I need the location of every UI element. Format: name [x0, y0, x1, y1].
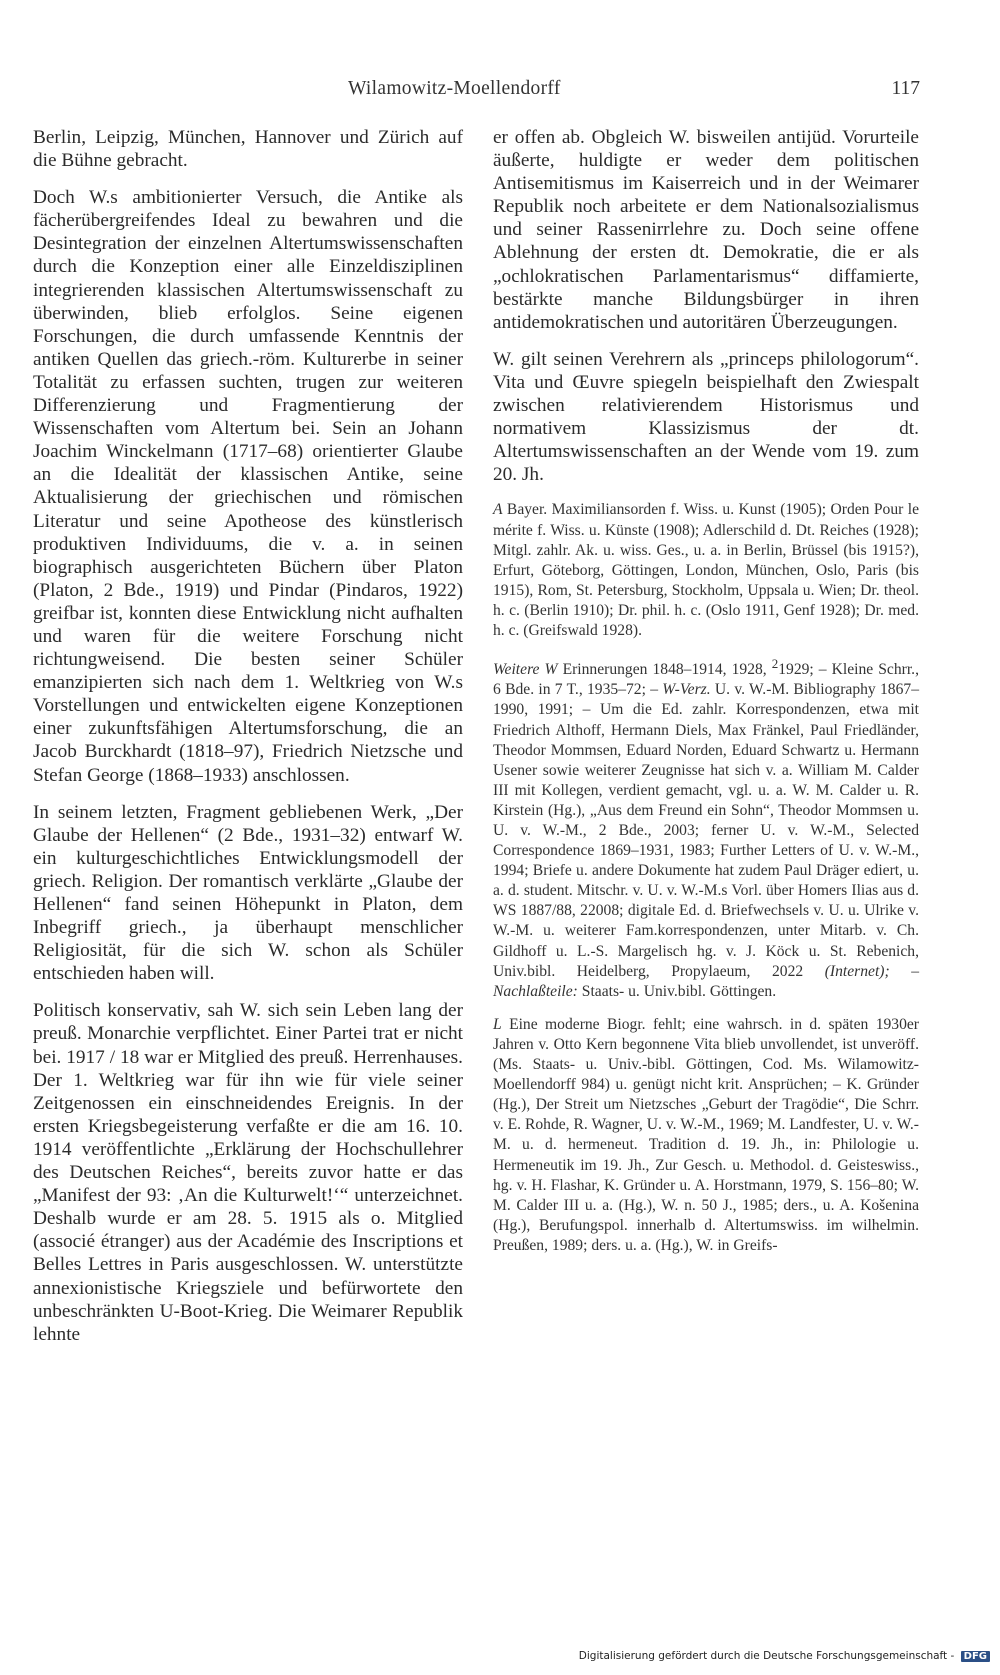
body-paragraph: Doch W.s ambitionierter Versuch, die Antike als fächerübergreifendes Ideal zu bewahren und die Desintegration der einzelnen Altertumswissenschaften durch die Konzeption einer alle Einzeldisziplinen integrierenden klassischen Altertumswissenschaft zu überwinden, blieb erfolglos. Seine eigenen Forschungen, die durch umfassende Kenntnis der antiken Quellen das griech.-röm. Kulturerbe in seiner Totalität zu erfassen suchten, trugen zur weiteren Differenzierung und Fragmentierung der Wissenschaften vom Altertum bei. Sein an Johann Joachim Winckelmann (1717–68) orientierter Glaube an die Idealität der klassischen Antike, seine Aktualisierung der griechischen und römischen Literatur und seine Apotheose des künstlerisch produktiven Individuums, die v. a. in seinen biographisch ausgerichteten Büchern über Platon (Platon, 2 Bde., 1919) und Pindar (Pindaros, 1922) greifbar ist, konnten diese Entwicklung nicht aufhalten und waren für die weitere Forschung nicht richtungweisend. Die besten seiner Schüler emanzipierten sich nach dem 1. Weltkrieg von W.s Vorstellungen und entwickelten eigene Konzeptionen einer zukunftsfähigen Altertumsforschung, die an Jacob Burckhardt (1818–97), Friedrich Nietzsche und Stefan George (1868–1933) anschlossen. [33, 187, 463, 786]
body-paragraph: In seinem letzten, Fragment gebliebenen Werk, „Der Glaube der Hellenen“ (2 Bde., 1931–32) entwarf W. ein kulturgeschichtliches Entwicklungsmodell der griech. Religion. Der romantisch verklärte „Glaube der Hellenen“ fand seinen Höhepunkt in Platon, dem Inbegriff griech., ja überhaupt menschlicher Religiosität, für die sich W. schon als Schüler entschieden haben will. [33, 801, 463, 985]
works-label: Weitere W [493, 661, 558, 679]
body-paragraph: Politisch konservativ, sah W. sich sein Leben lang der preuß. Monarchie verpflichtet. Einer Partei trat er nicht bei. 1917 / 18 war er Mitglied des preuß. Herrenhauses. Der 1. Weltkrieg war für ihn wie für viele seiner Zeitgenossen ein einschneidendes Ereignis. In der ersten Kriegsbegeisterung verfaßte er die am 16. 10. 1914 veröffentlichte „Erklärung der Hochschullehrer des Deutschen Reiches“, bereits zuvor hatte er das „Manifest der 93: ‚An die Kulturwelt!‘“ unterzeichnet. Deshalb wurde er am 28. 5. 1915 als o. Mitglied (associé étranger) aus der Académie des Inscriptions et Belles Lettres in Paris ausgeschlossen. W. unterstützte annexionistische Kriegsziele und befürwortete den unbeschränkten U-Boot-Krieg. Die Weimarer Republik lehnte [33, 1000, 463, 1345]
running-title: Wilamowitz-Moellendorff [348, 78, 561, 99]
awards-text: Bayer. Maximiliansorden f. Wiss. u. Kunst (1905); Orden Pour le mérite f. Wiss. u. Künste (1908); Adlerschild d. Dt. Reiches (1928); Mitgl. zahlr. Ak. u. wiss. Ges., u. a. in Berlin, Brüssel (bis 1915?), Erfurt, Göteborg, Göttingen, London, München, Oslo, Paris (bis 1915), Rom, St. Petersburg, Stockholm, Uppsala u. Wien; Dr. theol. h. c. (Berlin 1910); Dr. phil. h. c. (Oslo 1911, Genf 1928); Dr. med. h. c. (Greifswald 1928). [493, 501, 919, 639]
works-text: Erinnerungen 1848–1914, 1928, [557, 661, 772, 679]
left-column [33, 126, 463, 1360]
literature-text: Eine moderne Biogr. fehlt; eine wahrsch. in d. späten 1930er Jahren v. Otto Kern begonnene Vita blieb unvollendet, ist unveröff. (Ms. Staats- u. Univ.-bibl. Göttingen, Cod. Ms. Wilamowitz-Moellendorff 984) u. genügt nicht krit. Ansprüchen; – K. Gründer (Hg.), Der Streit um Nietzsches „Geburt der Tragödie“, Die Schrr. v. E. Rohde, R. Wagner, U. v. W.-M., 1969; M. Landfester, U. v. W.-M. u. d. hermeneut. Tradition d. 19. Jh., in: Philologie u. Hermeneutik im 19. Jh., Zur Gesch. u. Methodol. d. Geisteswiss., hg. v. H. Flashar, K. Gründer u. A. Horstmann, 1979, S. 156–80; W. M. Calder III u. a. (Hg.), W. n. 50 J., 1985; ders., u. A. Košenina (Hg.), Berufungspol. innerhalb d. Altertumswiss. im wilhelmin. Preußen, 1989; ders. u. a. (Hg.), W. in Greifs- [493, 1015, 919, 1254]
edition-superscript: 2 [771, 656, 779, 672]
dfg-logo: DFG [961, 1651, 990, 1662]
works-text: U. v. W.-M. Bibliography 1867–1990, 1991; – Um die Ed. zahlr. Korrespondenzen, etwa mit Friedrich Althoff, Hermann Diels, Max Fränkel, Paul Friedländer, Theodor Mommsen, Eduard Norden, Eduard Schwartz u. Hermann Usener sowie weiterer Zeugnisse hat sich v. a. William M. Calder III mit Kollegen, verdient gemacht, vgl. u. a. W. M. Calder u. R. Kirstein (Hg.), „Aus dem Freund ein Sohn“, Theodor Mommsen u. U. v. W.-M., 2 Bde., 2003; ferner U. v. W.-M., Selected Correspondence 1869–1931, 1983; Further Letters of U. v. W.-M., 1994; Briefe u. andere Dokumente hat zudem Paul Dräger ediert, u. a. d. student. Mitschr. v. U. v. W.-M.s Vorl. über Homers Ilias aus d. WS 1887/88, 22008; digitale Ed. d. Briefwechsels v. U. u. Ulrike v. W.-M. u. weiterer Fam.korrespondenzen, unter Mitarb. v. Ch. Gildhoff u. L.-S. Margelisch hg. v. J. Köck u. St. Rebenich, Univ.bibl. Heidelberg, Propylaeum, 2022 [493, 681, 919, 980]
literature-note [493, 1015, 919, 1256]
works-internet-label: (Internet); – Nachlaßteile: [493, 962, 919, 1000]
page-header [348, 78, 920, 108]
works-verz-label: W-Verz. [662, 681, 711, 699]
awards-note [493, 500, 919, 641]
literature-label: L [493, 1015, 502, 1033]
body-paragraph: Berlin, Leipzig, München, Hannover und Zürich auf die Bühne gebracht. [33, 127, 463, 172]
body-paragraph: W. gilt seinen Verehrern als „princeps philologorum“. Vita und Œuvre spiegeln beispielhaft den Zwiespalt zwischen relativierendem Historismus und normativem Klassizismus der dt. Altertumswissenschaften an der Wende vom 19. zum 20. Jh. [493, 348, 919, 486]
page-number: 117 [891, 78, 920, 99]
works-note [493, 654, 919, 1002]
footer-credit: Digitalisierung gefördert durch die Deutsche Forschungsgemeinschaft - [578, 1650, 955, 1662]
digitization-footer [0, 1650, 1000, 1662]
works-text: 1929; – Kleine Schrr., 6 Bde. in 7 T., 1935–72; – [493, 661, 919, 699]
works-text: Staats- u. Univ.bibl. Göttingen. [577, 982, 777, 1000]
right-column [493, 126, 919, 1269]
awards-label: A [493, 501, 503, 519]
body-paragraph: er offen ab. Obgleich W. bisweilen antijüd. Vorurteile äußerte, huldigte er weder dem politischen Antisemitismus im Kaiserreich und in der Weimarer Republik noch arbeitete er dem Nationalsozialismus und seiner Rassenirrlehre zu. Doch seine offene Ablehnung der ersten dt. Demokratie, die er als „ochlokratischen Parlamentarismus“ diffamierte, bestärkte manche Bildungsbürger in ihren antidemokratischen und autoritären Überzeugungen. [493, 127, 919, 333]
